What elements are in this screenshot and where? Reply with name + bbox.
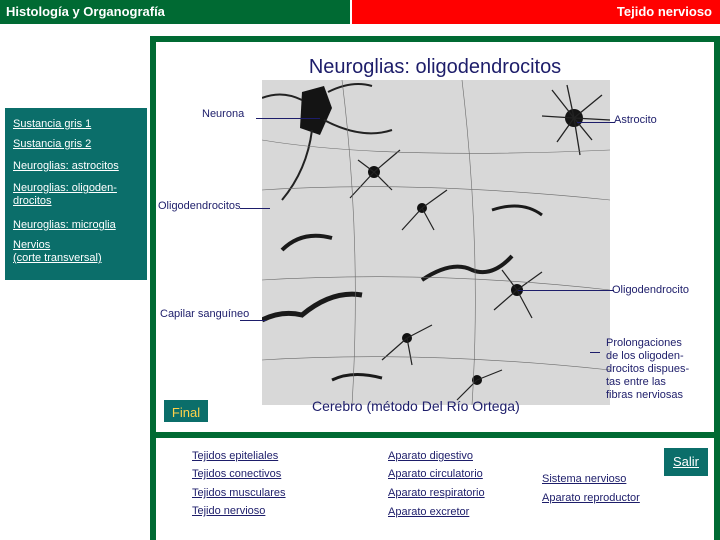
menu-microglia[interactable]: Neuroglias: microglia: [13, 219, 116, 231]
label-prolongaciones-line3: drocitos dispues-: [606, 363, 690, 375]
micrograph-drawing: [262, 80, 610, 405]
link-tejido-nervioso[interactable]: Tejido nervioso: [192, 505, 266, 517]
label-oligodendrocito: Oligodendrocito: [612, 284, 690, 296]
callout-oligodendrocito: [518, 290, 614, 291]
menu-astrocitos[interactable]: Neuroglias: astrocitos: [13, 160, 119, 172]
exit-button[interactable]: Salir: [664, 448, 708, 476]
menu-sustancia-gris-2[interactable]: Sustancia gris 2: [13, 138, 92, 150]
menu-oligodendrocitos-line2[interactable]: drocitos: [13, 195, 52, 207]
label-prolongaciones: [606, 337, 714, 402]
page-title: Neuroglias: oligodendrocitos: [308, 56, 562, 78]
menu-nervios-line1[interactable]: Nervios: [13, 239, 51, 251]
link-tejidos-epiteliales[interactable]: Tejidos epiteliales: [192, 450, 279, 462]
side-menu: [5, 108, 147, 280]
link-aparato-respiratorio[interactable]: Aparato respiratorio: [388, 487, 485, 499]
link-aparato-excretor[interactable]: Aparato excretor: [388, 506, 470, 518]
callout-prolongaciones: [590, 352, 600, 353]
menu-nervios-line2[interactable]: (corte transversal): [13, 252, 102, 264]
link-tejidos-musculares[interactable]: Tejidos musculares: [192, 487, 286, 499]
label-capilar: Capilar sanguíneo: [160, 308, 250, 320]
label-astrocito: Astrocito: [614, 114, 657, 126]
callout-oligodendrocitos: [240, 208, 270, 209]
menu-oligodendrocitos-line1[interactable]: Neuroglias: oligoden-: [13, 182, 117, 194]
micrograph-image: [262, 80, 610, 405]
section-title: Tejido nervioso: [352, 0, 720, 24]
label-prolongaciones-line4: tas entre las: [606, 376, 666, 388]
label-prolongaciones-line5: fibras nerviosas: [606, 389, 684, 401]
header-bar: [0, 0, 720, 24]
link-aparato-circulatorio[interactable]: Aparato circulatorio: [388, 468, 483, 480]
link-aparato-digestivo[interactable]: Aparato digestivo: [388, 450, 473, 462]
link-sistema-nervioso[interactable]: Sistema nervioso: [542, 473, 627, 485]
link-tejidos-conectivos[interactable]: Tejidos conectivos: [192, 468, 282, 480]
figure-caption: Cerebro (método Del Río Ortega): [312, 398, 520, 414]
label-prolongaciones-line1: Prolongaciones: [606, 337, 682, 349]
callout-neurona: [256, 118, 320, 119]
final-button[interactable]: Final: [164, 400, 208, 422]
label-neurona: Neurona: [202, 108, 245, 120]
label-prolongaciones-line2: de los oligoden-: [606, 350, 684, 362]
link-aparato-reproductor[interactable]: Aparato reproductor: [542, 492, 640, 504]
course-title: Histología y Organografía: [0, 0, 350, 24]
callout-astrocito: [577, 122, 615, 123]
menu-sustancia-gris-1[interactable]: Sustancia gris 1: [13, 118, 92, 130]
label-oligodendrocitos: Oligodendrocitos: [158, 200, 241, 212]
